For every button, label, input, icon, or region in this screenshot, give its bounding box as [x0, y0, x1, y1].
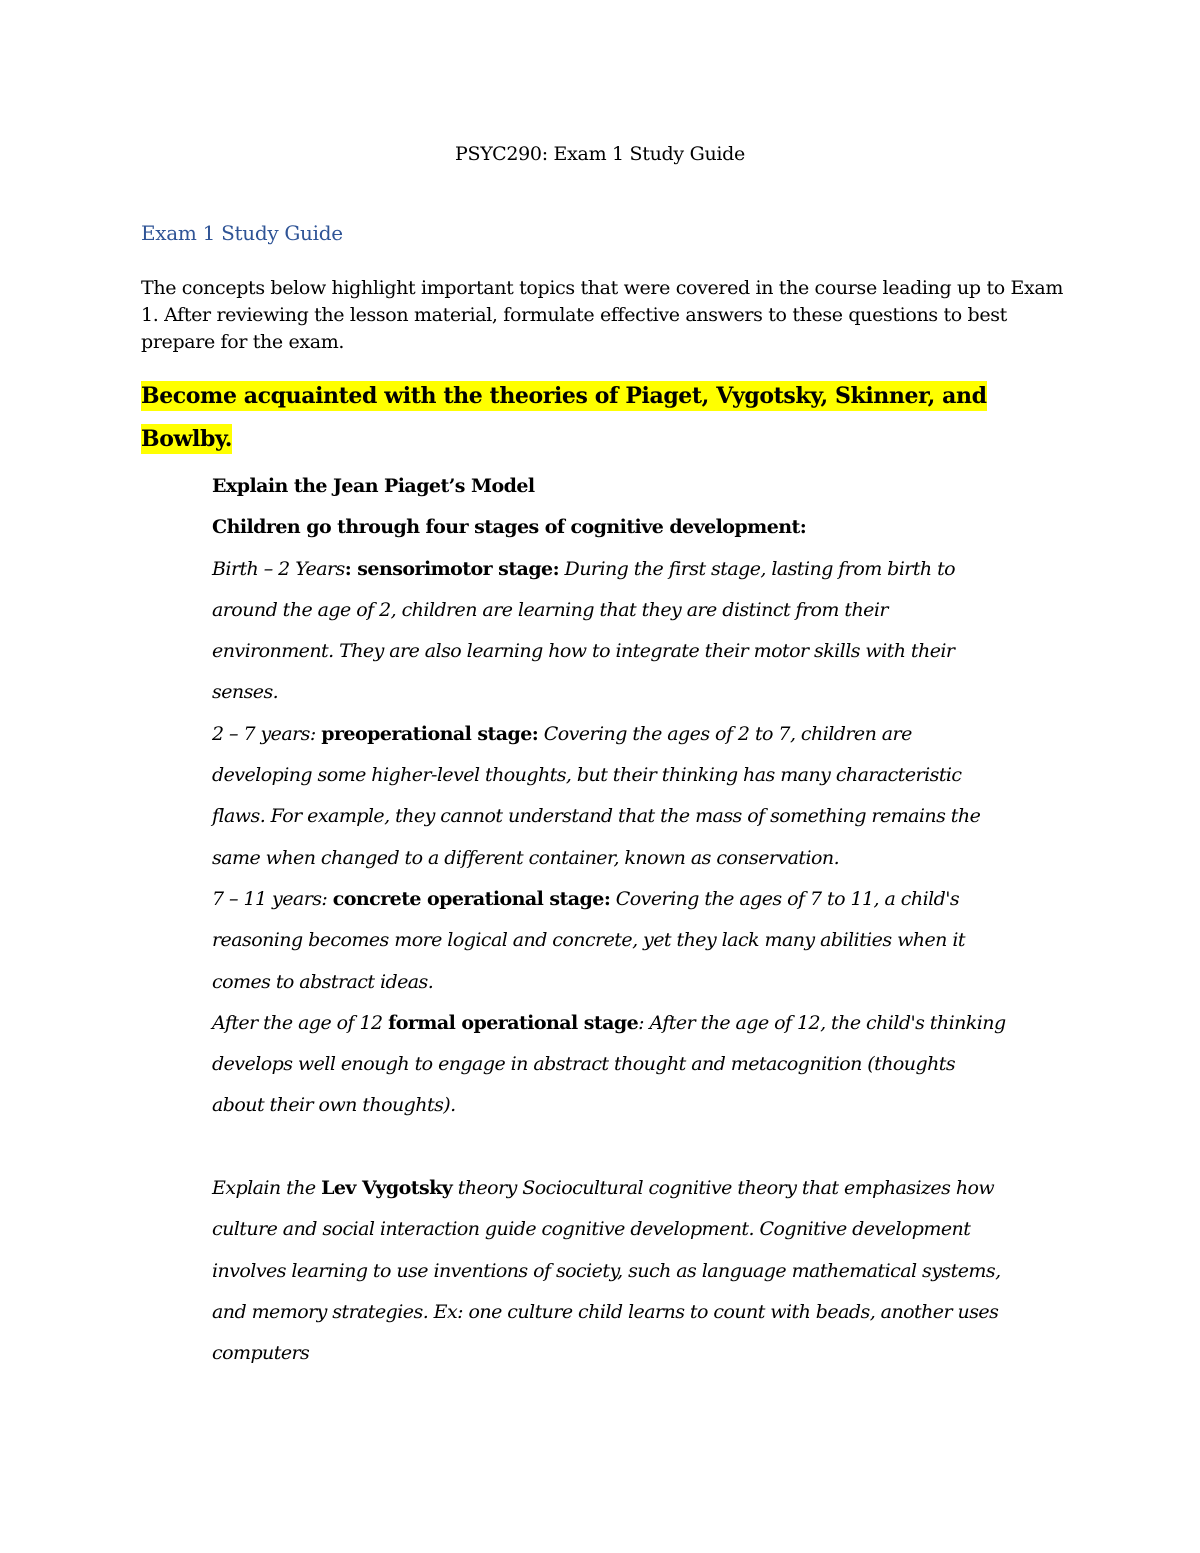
stage3-line1	[212, 879, 1072, 920]
stage2-desc: Covering the ages of 2 to 7, children are	[538, 722, 912, 745]
stage4-line1	[212, 1003, 1072, 1044]
vygotsky-name: Lev Vygotsky	[321, 1177, 453, 1199]
vygotsky-desc: theory Sociocultural cognitive theory that emphasizes how	[452, 1177, 995, 1199]
vygotsky-line1	[212, 1168, 1072, 1209]
stage2-line3: flaws. For example, they cannot understand that the mass of something remains the	[212, 805, 981, 828]
stage3-desc: Covering the ages of 7 to 11, a child's	[610, 887, 960, 910]
stage4-line3: about their own thoughts).	[212, 1094, 456, 1117]
stage3-name: concrete operational stage:	[332, 887, 611, 910]
stage2-line2: developing some higher-level thoughts, but their thinking has many characteristic	[212, 764, 962, 787]
vygotsky-line2: culture and social interaction guide cognitive development. Cognitive development	[212, 1218, 971, 1241]
stage1-colon: :	[344, 557, 358, 580]
stage1-line1	[212, 549, 1072, 590]
stage1-line4: senses.	[212, 681, 279, 704]
stage2-line4: same when changed to a different container, known as conservation.	[212, 846, 840, 869]
vygotsky-line4: and memory strategies. Ex: one culture child learns to count with beads, another uses	[212, 1300, 999, 1323]
highlight-line-2: Bowlby.	[141, 426, 233, 452]
stage2-name: preoperational stage:	[321, 722, 539, 745]
stage3-line2: reasoning becomes more logical and concrete, yet they lack many abilities when it	[212, 929, 965, 952]
piaget-title: Explain the Jean Piaget’s Model	[212, 475, 535, 497]
highlight-line-1: Become acquainted with the theories of Piaget, Vygotsky, Skinner, and	[141, 383, 987, 409]
section-heading: Exam 1 Study Guide	[141, 221, 343, 245]
stage1-age: Birth – 2 Years	[212, 557, 345, 580]
highlighted-instruction	[141, 375, 1071, 461]
stage2-age: 2 – 7 years:	[212, 722, 322, 745]
stage1-name: sensorimotor stage:	[357, 557, 560, 580]
vygotsky-prefix: Explain the	[212, 1177, 322, 1199]
stage4-name: formal operational stage	[388, 1011, 639, 1034]
stage4-line2: develops well enough to engage in abstract thought and metacognition (thoughts	[212, 1053, 956, 1076]
stage1-line3: environment. They are also learning how to integrate their motor skills with their	[212, 640, 955, 663]
stage1-line2: around the age of 2, children are learning that they are distinct from their	[212, 598, 888, 621]
stage3-line3: comes to abstract ideas.	[212, 970, 434, 993]
stage2-line1	[212, 714, 1072, 755]
piaget-section	[212, 466, 1072, 1127]
intro-paragraph: The concepts below highlight important topics that were covered in the course leading up to Exam 1. After reviewing the lesson material, formulate effective answers to these questions to best prepare for the exam.	[141, 277, 1064, 353]
stage4-desc: : After the age of 12, the child's thinking	[638, 1011, 1006, 1034]
vygotsky-line5: computers	[212, 1342, 310, 1365]
stage3-age: 7 – 11 years:	[212, 887, 333, 910]
stage4-age: After the age of 12	[212, 1011, 389, 1034]
stage1-desc: During the first stage, lasting from birth to	[559, 557, 956, 580]
page-header-title: PSYC290: Exam 1 Study Guide	[455, 143, 745, 165]
vygotsky-section	[212, 1168, 1072, 1374]
vygotsky-line3: involves learning to use inventions of society, such as language mathematical systems,	[212, 1259, 1001, 1282]
piaget-subtitle: Children go through four stages of cognitive development:	[212, 516, 807, 539]
